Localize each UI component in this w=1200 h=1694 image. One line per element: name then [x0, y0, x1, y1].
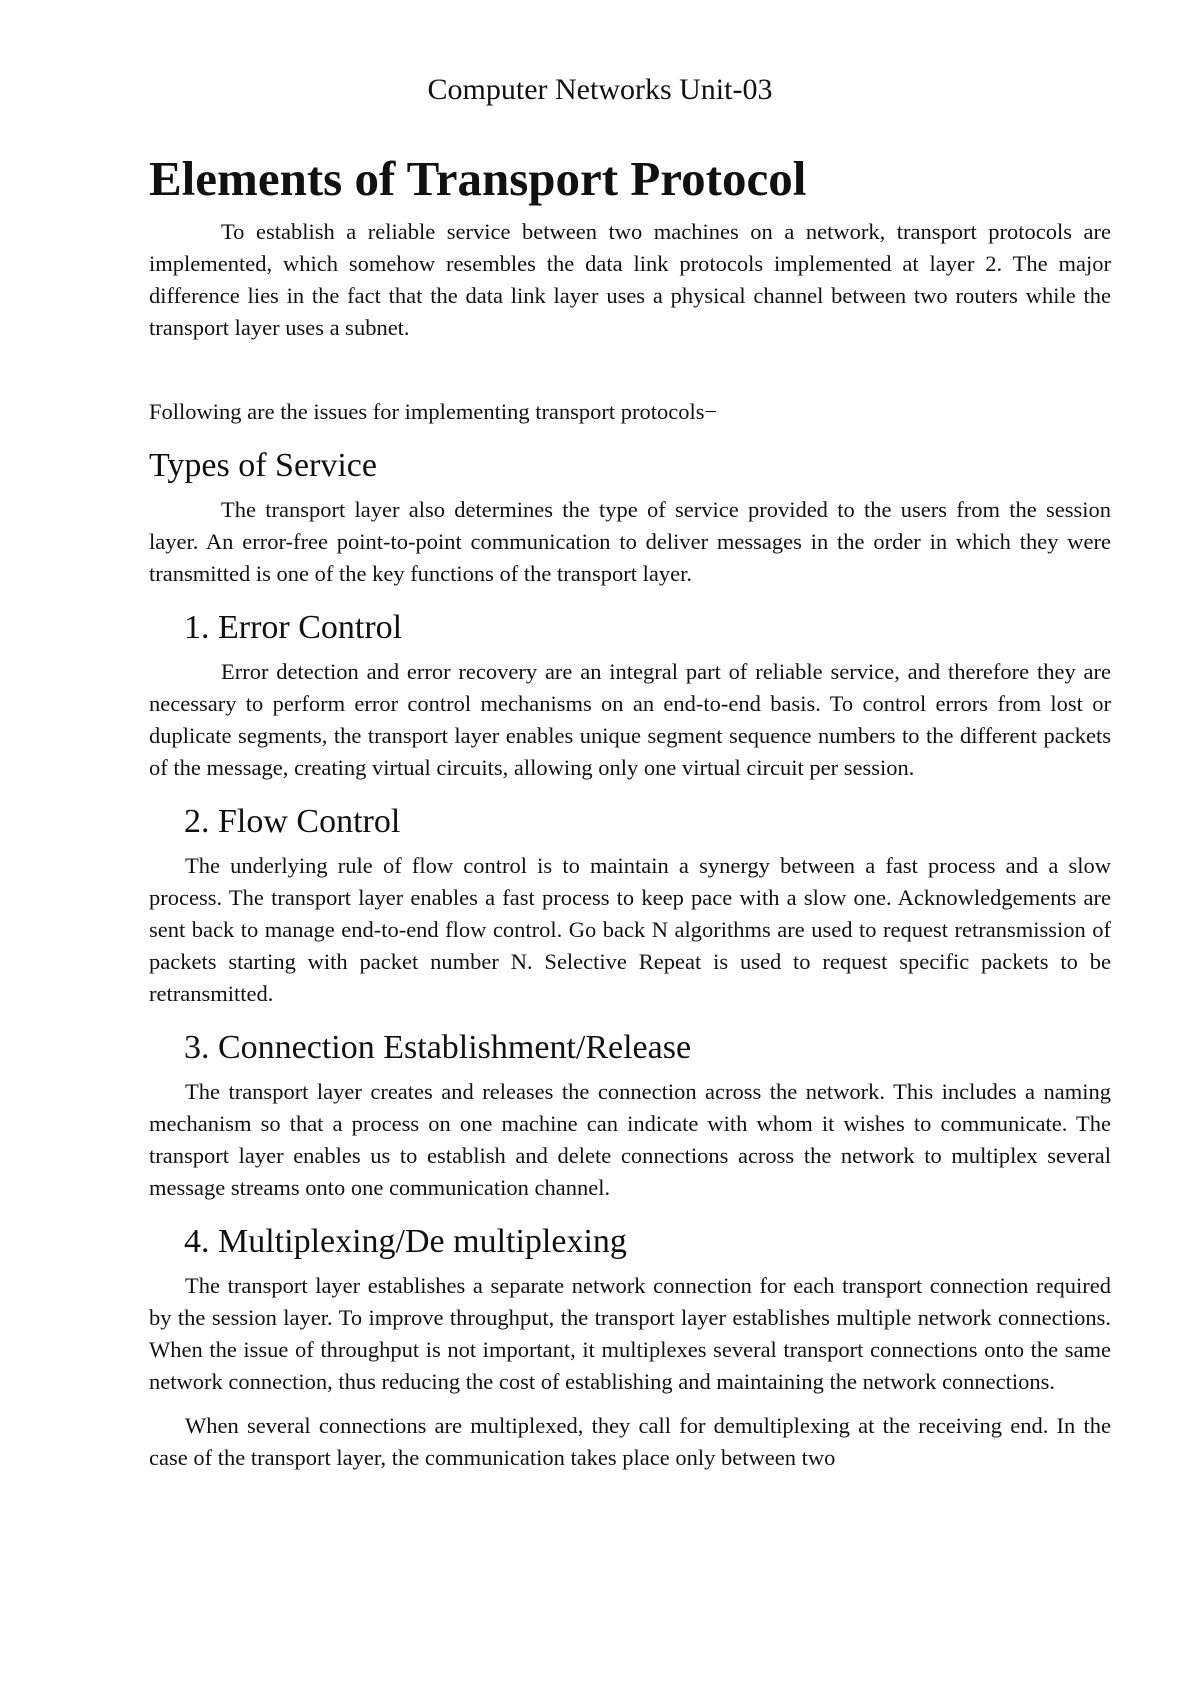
- section-heading-multiplexing: 4. Multiplexing/De multiplexing: [184, 1223, 627, 1260]
- section-heading-types-of-service: Types of Service: [149, 447, 377, 484]
- section-multiplexing: [149, 1220, 1111, 1474]
- multiplexing-paragraph: The transport layer establishes a separate network connection for each transport connection required by the session layer. To improve throughput, the transport layer establishes multiple network connections. When the issue of throughput is not important, it multiplexes several transport connections onto the same network connection, thus reducing the cost of establishing and maintaining the network connections.: [149, 1273, 1111, 1394]
- page-content: [149, 148, 1111, 1474]
- section-error-control: [149, 606, 1111, 784]
- section-heading-flow-control: 2. Flow Control: [184, 803, 401, 840]
- error-control-paragraph: Error detection and error recovery are an integral part of reliable service, and therefore they are necessary to perform error control mechanisms on an end-to-end basis. To control errors from lost or duplicate segments, the transport layer enables unique segment sequence numbers to the different packets of the message, creating virtual circuits, allowing only one virtual circuit per session.: [149, 659, 1111, 780]
- section-heading-error-control: 1. Error Control: [184, 609, 403, 646]
- types-of-service-paragraph: The transport layer also determines the type of service provided to the users from the session layer. An error-free point-to-point communication to deliver messages in the order in which they were transmitted is one of the key functions of the transport layer.: [149, 497, 1111, 586]
- connection-paragraph: The transport layer creates and releases the connection across the network. This includes a naming mechanism so that a process on one machine can indicate with whom it wishes to communicate. The transport layer enables us to establish and delete connections across the network to multiplex several message streams onto one communication channel.: [149, 1079, 1111, 1200]
- demultiplexing-paragraph: When several connections are multiplexed, they call for demultiplexing at the receiving end. In the case of the transport layer, the communication takes place only between two: [149, 1413, 1111, 1470]
- section-types-of-service: [149, 444, 1111, 590]
- issues-lead-paragraph: Following are the issues for implementing transport protocols−: [149, 399, 718, 424]
- intro-paragraph: To establish a reliable service between two machines on a network, transport protocols are implemented, which somehow resembles the data link protocols implemented at layer 2. The major difference lies in the fact that the data link layer uses a physical channel between two routers while the transport layer uses a subnet.: [149, 219, 1111, 340]
- document-title: Elements of Transport Protocol: [149, 151, 807, 206]
- running-header: Computer Networks Unit-03: [427, 73, 773, 106]
- section-connection: [149, 1026, 1111, 1204]
- section-flow-control: [149, 800, 1111, 1010]
- flow-control-paragraph: The underlying rule of flow control is to maintain a synergy between a fast process and a slow process. The transport layer enables a fast process to keep pace with a slow one. Acknowledgements are sent back to manage end-to-end flow control. Go back N algorithms are used to request retransmission of packets starting with packet number N. Selective Repeat is used to request specific packets to be retransmitted.: [149, 853, 1111, 1006]
- section-heading-connection: 3. Connection Establishment/Release: [184, 1029, 692, 1066]
